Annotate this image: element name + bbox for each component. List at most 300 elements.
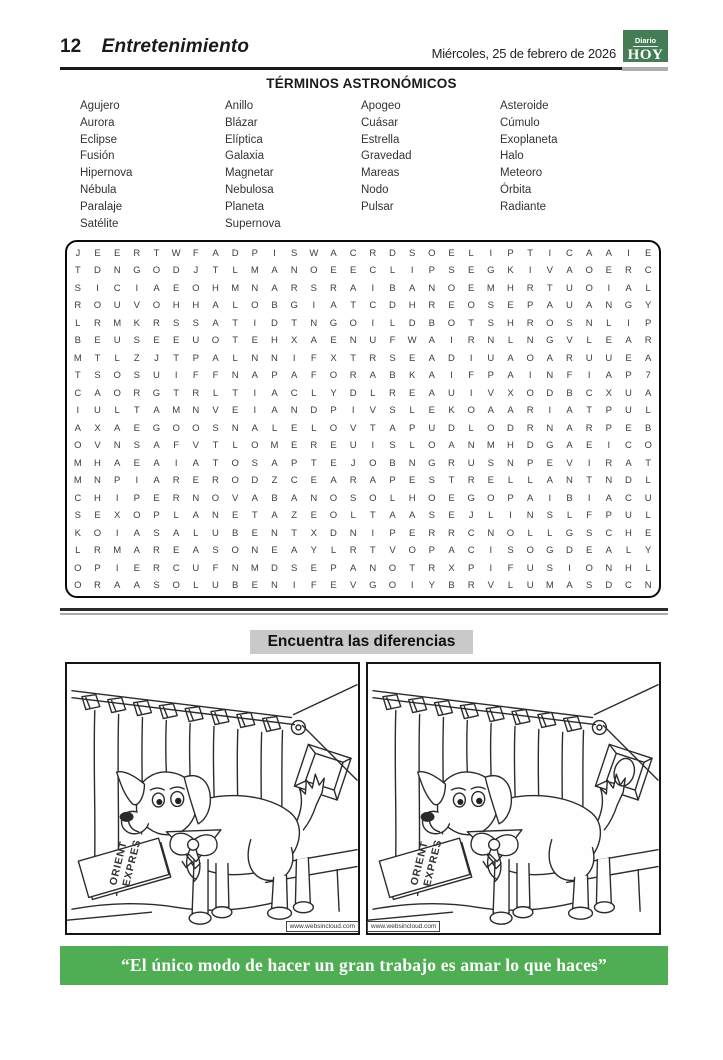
grid-letter: M bbox=[231, 282, 240, 294]
grid-letter: L bbox=[114, 405, 120, 417]
grid-letter: N bbox=[192, 405, 200, 417]
page-header bbox=[60, 36, 668, 64]
grid-letter: A bbox=[428, 370, 435, 382]
grid-letter: N bbox=[113, 440, 121, 452]
grid-letter: O bbox=[388, 580, 397, 592]
grid-letter: Z bbox=[271, 475, 278, 487]
grid-letter: G bbox=[369, 580, 377, 592]
grid-letter: E bbox=[290, 422, 298, 434]
grid-letter: O bbox=[585, 282, 593, 294]
grid-letter: A bbox=[212, 317, 219, 329]
grid-letter: L bbox=[547, 527, 553, 539]
grid-letter: M bbox=[113, 317, 122, 329]
grid-letter: O bbox=[369, 492, 377, 504]
word-item: Satélite bbox=[80, 217, 119, 230]
grid-letter: T bbox=[369, 510, 376, 522]
grid-letter: L bbox=[606, 317, 612, 329]
grid-letter: A bbox=[271, 387, 278, 399]
grid-letter: I bbox=[568, 562, 571, 574]
grid-letter: S bbox=[153, 580, 160, 592]
grid-letter: G bbox=[487, 265, 495, 277]
letter-grid bbox=[68, 244, 658, 594]
grid-letter: A bbox=[133, 545, 140, 557]
grid-letter: P bbox=[605, 422, 612, 434]
grid-letter: T bbox=[173, 387, 180, 399]
grid-letter: T bbox=[212, 440, 219, 452]
grid-letter: O bbox=[211, 335, 220, 347]
grid-letter: E bbox=[644, 247, 652, 259]
grid-letter: E bbox=[330, 265, 337, 277]
grid-letter: S bbox=[74, 282, 81, 294]
grid-letter: I bbox=[548, 247, 552, 259]
grid-letter: M bbox=[486, 440, 495, 452]
grid-letter: I bbox=[174, 457, 178, 469]
grid-letter: N bbox=[644, 580, 652, 592]
grid-letter: A bbox=[251, 370, 258, 382]
grid-letter: H bbox=[625, 527, 632, 539]
grid-letter: A bbox=[566, 405, 573, 417]
grid-letter: V bbox=[192, 440, 199, 452]
grid-letter: C bbox=[74, 387, 82, 399]
word-item: Supernova bbox=[225, 217, 281, 230]
grid-letter: E bbox=[644, 527, 652, 539]
grid-letter: O bbox=[467, 405, 475, 417]
grid-letter: I bbox=[135, 475, 139, 487]
header-rule bbox=[60, 67, 668, 70]
grid-letter: O bbox=[428, 247, 436, 259]
grid-letter: R bbox=[448, 457, 455, 469]
grid-letter: F bbox=[310, 370, 317, 382]
grid-letter: U bbox=[448, 387, 455, 399]
grid-letter: D bbox=[231, 247, 239, 259]
grid-letter: S bbox=[133, 440, 140, 452]
grid-letter: T bbox=[645, 457, 652, 469]
grid-letter: B bbox=[448, 580, 455, 592]
grid-letter: C bbox=[74, 492, 82, 504]
grid-letter: A bbox=[113, 457, 121, 469]
grid-letter: A bbox=[408, 282, 416, 294]
grid-letter: A bbox=[330, 247, 337, 259]
grid-letter: A bbox=[369, 475, 376, 487]
grid-letter: N bbox=[231, 562, 239, 574]
grid-letter: O bbox=[74, 580, 82, 592]
grid-letter: U bbox=[526, 562, 534, 574]
grid-letter: A bbox=[487, 405, 494, 417]
grid-letter: I bbox=[528, 370, 532, 382]
grid-letter: T bbox=[173, 352, 180, 364]
grid-letter: A bbox=[74, 422, 81, 434]
grid-letter: E bbox=[94, 247, 101, 259]
grid-letter: L bbox=[409, 405, 415, 417]
grid-letter: A bbox=[133, 527, 140, 539]
grid-letter: J bbox=[154, 352, 159, 364]
grid-letter: L bbox=[527, 527, 533, 539]
grid-letter: R bbox=[153, 562, 160, 574]
grid-letter: L bbox=[173, 510, 179, 522]
grid-letter: B bbox=[389, 370, 396, 382]
grid-letter: A bbox=[192, 545, 199, 557]
grid-letter: S bbox=[310, 282, 317, 294]
word-item: Magnetar bbox=[225, 167, 274, 180]
grid-letter: S bbox=[212, 545, 219, 557]
grid-letter: O bbox=[388, 562, 397, 574]
grid-letter: R bbox=[94, 545, 101, 557]
grid-letter: L bbox=[468, 422, 474, 434]
grid-letter: T bbox=[212, 457, 219, 469]
grid-letter: E bbox=[605, 265, 612, 277]
grid-letter: I bbox=[469, 352, 473, 364]
grid-letter: S bbox=[389, 405, 396, 417]
grid-letter: B bbox=[231, 580, 239, 592]
grid-letter: S bbox=[487, 317, 494, 329]
grid-letter: S bbox=[94, 370, 101, 382]
grid-letter: S bbox=[487, 457, 494, 469]
grid-letter: E bbox=[330, 580, 337, 592]
grid-letter: A bbox=[605, 492, 612, 504]
grid-letter: B bbox=[566, 387, 573, 399]
word-item: Apogeo bbox=[361, 100, 401, 112]
grid-letter: A bbox=[271, 510, 278, 522]
grid-letter: L bbox=[212, 387, 219, 399]
grid-letter: R bbox=[133, 387, 141, 399]
grid-letter: O bbox=[152, 300, 161, 312]
grid-letter: P bbox=[605, 510, 612, 522]
grid-letter: A bbox=[507, 370, 514, 382]
divider-thin bbox=[60, 613, 668, 615]
grid-letter: P bbox=[428, 545, 435, 557]
grid-letter: O bbox=[152, 265, 161, 277]
grid-letter: X bbox=[310, 527, 317, 539]
grid-letter: A bbox=[625, 457, 632, 469]
grid-letter: L bbox=[645, 562, 651, 574]
grid-letter: N bbox=[349, 527, 357, 539]
grid-letter: P bbox=[133, 492, 140, 504]
grid-letter: G bbox=[467, 492, 475, 504]
grid-letter: A bbox=[644, 352, 652, 364]
grid-letter: T bbox=[291, 527, 298, 539]
grid-letter: S bbox=[74, 510, 81, 522]
issue-date: Miércoles, 25 de febrero de 2026 bbox=[431, 46, 616, 61]
grid-letter: L bbox=[645, 510, 651, 522]
grid-letter: M bbox=[73, 475, 82, 487]
grid-letter: A bbox=[133, 580, 140, 592]
grid-letter: P bbox=[330, 405, 337, 417]
grid-letter: X bbox=[290, 335, 298, 347]
grid-letter: R bbox=[349, 370, 357, 382]
grid-letter: T bbox=[232, 387, 239, 399]
grid-letter: N bbox=[605, 475, 613, 487]
grid-letter: D bbox=[94, 265, 101, 277]
grid-letter: L bbox=[586, 335, 592, 347]
diario-hoy-logo bbox=[623, 30, 668, 62]
grid-letter: P bbox=[526, 300, 534, 312]
grid-letter: S bbox=[389, 440, 396, 452]
grid-letter: N bbox=[231, 370, 239, 382]
grid-letter: L bbox=[507, 475, 514, 487]
grid-letter: O bbox=[192, 422, 200, 434]
word-column bbox=[500, 98, 558, 232]
grid-letter: T bbox=[74, 370, 81, 382]
grid-letter: R bbox=[153, 545, 160, 557]
grid-letter: S bbox=[585, 527, 593, 539]
grid-letter: E bbox=[172, 282, 180, 294]
grid-letter: R bbox=[133, 247, 141, 259]
grid-letter: E bbox=[310, 510, 317, 522]
grid-letter: O bbox=[526, 352, 534, 364]
quote-text: “El único modo de hacer un gran trabajo es amar lo que haces” bbox=[120, 955, 607, 976]
differences-panels bbox=[65, 662, 723, 935]
grid-letter: O bbox=[428, 440, 436, 452]
word-item: Estrella bbox=[361, 133, 400, 146]
grid-letter: Y bbox=[310, 545, 317, 557]
grid-letter: D bbox=[566, 545, 573, 557]
grid-letter: C bbox=[644, 265, 652, 277]
grid-letter: O bbox=[231, 457, 239, 469]
word-item: Cúmulo bbox=[500, 116, 540, 129]
grid-letter: N bbox=[251, 282, 259, 294]
grid-letter: E bbox=[133, 457, 140, 469]
grid-letter: K bbox=[448, 405, 455, 417]
grid-letter: 7 bbox=[645, 370, 651, 382]
grid-letter: X bbox=[113, 510, 121, 522]
grid-letter: I bbox=[115, 562, 119, 574]
grid-letter: E bbox=[94, 510, 101, 522]
grid-letter: R bbox=[74, 300, 82, 312]
grid-letter: D bbox=[507, 422, 514, 434]
grid-letter: T bbox=[310, 457, 317, 469]
grid-letter: N bbox=[546, 370, 554, 382]
grid-letter: N bbox=[487, 335, 495, 347]
grid-letter: E bbox=[487, 475, 494, 487]
grid-letter: D bbox=[330, 527, 337, 539]
word-item: Cuásar bbox=[361, 116, 399, 129]
word-column bbox=[361, 98, 500, 232]
grid-letter: N bbox=[271, 527, 278, 539]
grid-letter: A bbox=[605, 370, 612, 382]
grid-letter: I bbox=[135, 282, 139, 294]
grid-letter: X bbox=[330, 352, 337, 364]
grid-letter: N bbox=[271, 352, 278, 364]
grid-letter: N bbox=[290, 405, 298, 417]
grid-letter: A bbox=[310, 335, 317, 347]
grid-letter: O bbox=[231, 475, 239, 487]
grid-letter: U bbox=[625, 510, 632, 522]
quote-bar bbox=[60, 946, 668, 985]
grid-letter: A bbox=[212, 247, 219, 259]
grid-letter: E bbox=[133, 562, 140, 574]
grid-letter: K bbox=[74, 527, 81, 539]
grid-letter: O bbox=[329, 422, 338, 434]
word-search-grid-box bbox=[65, 240, 661, 598]
grid-letter: U bbox=[192, 335, 200, 347]
grid-letter: K bbox=[507, 265, 514, 277]
grid-letter: C bbox=[566, 247, 573, 259]
grid-letter: R bbox=[192, 387, 200, 399]
grid-letter: R bbox=[644, 335, 652, 347]
grid-letter: U bbox=[526, 580, 534, 592]
grid-letter: O bbox=[113, 370, 121, 382]
grid-letter: L bbox=[330, 545, 337, 557]
grid-letter: E bbox=[330, 457, 337, 469]
grid-letter: O bbox=[113, 387, 121, 399]
grid-letter: U bbox=[113, 300, 121, 312]
grid-letter: R bbox=[526, 282, 534, 294]
grid-letter: E bbox=[448, 492, 455, 504]
grid-letter: C bbox=[369, 300, 377, 312]
grid-letter: U bbox=[192, 562, 200, 574]
grid-letter: S bbox=[133, 335, 140, 347]
grid-letter: O bbox=[585, 562, 593, 574]
grid-letter: L bbox=[232, 352, 238, 364]
grid-letter: I bbox=[96, 282, 99, 294]
grid-letter: L bbox=[350, 510, 356, 522]
grid-letter: E bbox=[448, 510, 455, 522]
grid-letter: X bbox=[448, 562, 455, 574]
watermark-left-panel: www.websincloud.com bbox=[286, 921, 359, 932]
grid-letter: I bbox=[253, 405, 257, 417]
grid-letter: W bbox=[309, 247, 319, 259]
grid-letter: B bbox=[389, 282, 396, 294]
grid-letter: I bbox=[371, 282, 375, 294]
grid-letter: V bbox=[389, 545, 396, 557]
grid-letter: P bbox=[153, 510, 160, 522]
grid-letter: N bbox=[310, 492, 318, 504]
grid-letter: H bbox=[507, 440, 514, 452]
grid-letter: L bbox=[232, 265, 238, 277]
grid-letter: V bbox=[566, 335, 573, 347]
grid-letter: R bbox=[369, 247, 377, 259]
grid-letter: C bbox=[290, 387, 298, 399]
grid-letter: R bbox=[625, 265, 632, 277]
word-list bbox=[80, 98, 663, 232]
grid-letter: L bbox=[566, 510, 573, 522]
grid-letter: T bbox=[133, 405, 140, 417]
grid-letter: U bbox=[153, 370, 160, 382]
grid-letter: G bbox=[152, 422, 161, 434]
grid-letter: G bbox=[624, 300, 633, 312]
grid-letter: L bbox=[507, 335, 514, 347]
grid-letter: A bbox=[566, 440, 573, 452]
grid-letter: I bbox=[450, 370, 453, 382]
grid-letter: I bbox=[115, 492, 119, 504]
grid-letter: A bbox=[566, 265, 573, 277]
grid-letter: I bbox=[489, 545, 493, 557]
grid-letter: E bbox=[408, 475, 416, 487]
grid-letter: L bbox=[370, 387, 376, 399]
grid-letter: U bbox=[428, 422, 436, 434]
grid-letter: P bbox=[290, 457, 298, 469]
grid-letter: D bbox=[546, 387, 554, 399]
grid-letter: E bbox=[428, 405, 435, 417]
grid-letter: L bbox=[645, 282, 651, 294]
grid-letter: E bbox=[408, 527, 416, 539]
grid-letter: S bbox=[507, 545, 514, 557]
grid-letter: N bbox=[310, 317, 318, 329]
grid-letter: B bbox=[644, 422, 652, 434]
grid-letter: A bbox=[605, 247, 612, 259]
grid-letter: R bbox=[153, 317, 160, 329]
grid-letter: I bbox=[607, 440, 611, 452]
grid-letter: A bbox=[251, 492, 258, 504]
grid-letter: I bbox=[292, 352, 296, 364]
grid-letter: I bbox=[410, 265, 414, 277]
grid-letter: T bbox=[232, 335, 239, 347]
grid-letter: L bbox=[645, 405, 651, 417]
grid-letter: L bbox=[507, 580, 514, 592]
grid-letter: Y bbox=[644, 300, 652, 312]
grid-letter: T bbox=[94, 352, 101, 364]
grid-letter: S bbox=[428, 510, 435, 522]
grid-letter: O bbox=[585, 265, 593, 277]
grid-letter: H bbox=[625, 562, 632, 574]
logo-top-text: Diario bbox=[634, 36, 657, 45]
grid-letter: S bbox=[566, 317, 573, 329]
grid-letter: O bbox=[447, 317, 456, 329]
grid-letter: U bbox=[369, 335, 377, 347]
grid-letter: E bbox=[271, 545, 278, 557]
grid-letter: P bbox=[467, 562, 475, 574]
grid-letter: I bbox=[371, 527, 375, 539]
grid-letter: D bbox=[408, 317, 416, 329]
grid-letter: A bbox=[290, 545, 298, 557]
grid-letter: R bbox=[349, 545, 357, 557]
grid-letter: S bbox=[290, 247, 298, 259]
grid-letter: H bbox=[94, 492, 101, 504]
grid-letter: M bbox=[113, 545, 122, 557]
grid-letter: O bbox=[93, 527, 102, 539]
grid-letter: L bbox=[232, 300, 238, 312]
grid-letter: I bbox=[469, 387, 473, 399]
grid-letter: A bbox=[428, 387, 435, 399]
grid-letter: R bbox=[467, 475, 475, 487]
grid-letter: G bbox=[565, 527, 574, 539]
grid-letter: E bbox=[448, 247, 455, 259]
grid-letter: A bbox=[192, 510, 199, 522]
grid-letter: O bbox=[172, 422, 180, 434]
grid-letter: P bbox=[192, 352, 199, 364]
grid-letter: O bbox=[447, 282, 456, 294]
grid-letter: N bbox=[251, 545, 259, 557]
grid-letter: L bbox=[75, 545, 81, 557]
grid-letter: V bbox=[487, 387, 494, 399]
grid-letter: L bbox=[409, 440, 415, 452]
grid-letter: T bbox=[586, 405, 593, 417]
grid-letter: I bbox=[371, 440, 375, 452]
grid-letter: D bbox=[389, 247, 396, 259]
grid-letter: U bbox=[349, 440, 357, 452]
grid-letter: J bbox=[75, 247, 81, 259]
grid-letter: O bbox=[428, 492, 436, 504]
grid-letter: A bbox=[585, 300, 593, 312]
grid-letter: S bbox=[172, 317, 180, 329]
grid-letter: A bbox=[448, 440, 455, 452]
grid-letter: S bbox=[389, 352, 396, 364]
grid-letter: C bbox=[625, 440, 632, 452]
grid-letter: I bbox=[627, 247, 630, 259]
grid-letter: H bbox=[408, 300, 416, 312]
grid-letter: A bbox=[271, 282, 278, 294]
grid-letter: L bbox=[75, 317, 81, 329]
grid-letter: A bbox=[605, 545, 612, 557]
grid-letter: A bbox=[625, 282, 632, 294]
grid-letter: V bbox=[349, 580, 357, 592]
grid-letter: A bbox=[153, 475, 160, 487]
grid-letter: D bbox=[172, 265, 180, 277]
grid-letter: K bbox=[133, 317, 140, 329]
grid-letter: Z bbox=[133, 352, 140, 364]
grid-letter: H bbox=[507, 282, 514, 294]
word-item: Halo bbox=[500, 150, 524, 163]
